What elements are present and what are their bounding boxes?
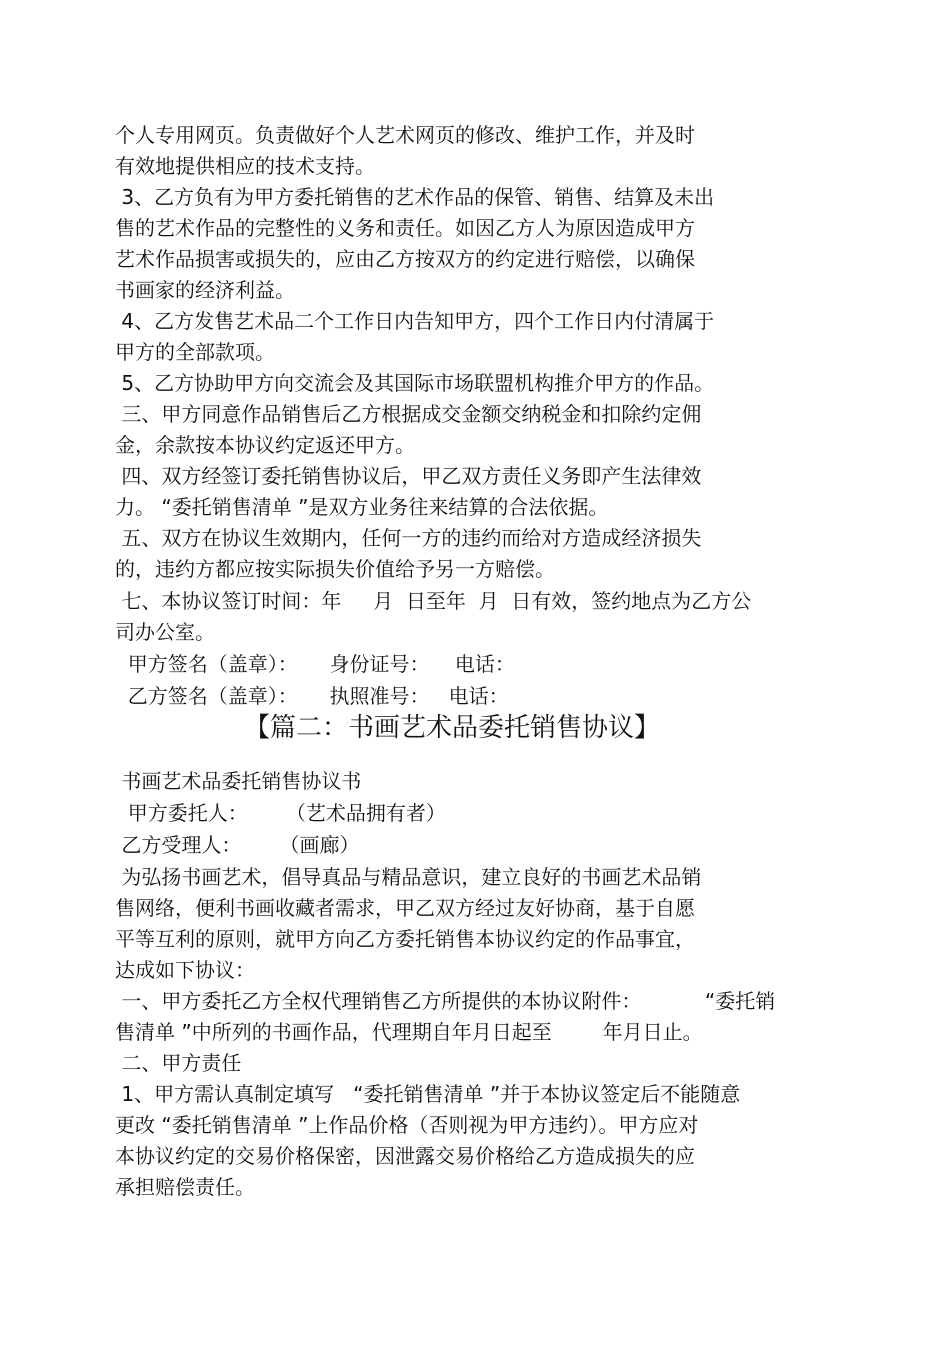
text-line: 的，违约方都应按实际损失价值给予另一方赔偿。: [115, 557, 555, 581]
text-line: 二、甲方责任: [115, 1051, 242, 1075]
signature-line-party-a: 甲方签名（盖章）： 身份证号： 电话：: [115, 652, 515, 676]
text-line: 书画家的经济利益。: [115, 278, 295, 302]
text-line: 更改 “委托销售清单 ”上作品价格（否则视为甲方违约）。甲方应对: [115, 1113, 699, 1137]
text-line: 售清单 ”中所列的书画作品，代理期自年月日起至 年月日止。: [115, 1020, 703, 1044]
text-line: 达成如下协议：: [115, 958, 255, 982]
text-line: 5、乙方协助甲方向交流会及其国际市场联盟机构推介甲方的作品。: [115, 371, 715, 395]
text-line: 为弘扬书画艺术，倡导真品与精品意识，建立良好的书画艺术品销: [115, 865, 702, 889]
text-line: 力。 “委托销售清单 ”是双方业务往来结算的合法依据。: [115, 495, 609, 519]
text-line: 七、本协议签订时间：年 月 日至年 月 日有效，签约地点为乙方公: [115, 589, 752, 613]
text-line: 艺术作品损害或损失的，应由乙方按双方的约定进行赔偿，以确保: [115, 247, 695, 271]
text-line: 售网络，便利书画收藏者需求，甲乙双方经过友好协商，基于自愿: [115, 896, 695, 920]
text-line: 本协议约定的交易价格保密，因泄露交易价格给乙方造成损失的应: [115, 1144, 695, 1168]
section-heading: 【篇二：书画艺术品委托销售协议】: [244, 713, 661, 743]
text-line: 有效地提供相应的技术支持。: [115, 154, 375, 178]
text-line: 售的艺术作品的完整性的义务和责任。如因乙方人为原因造成甲方: [115, 216, 695, 240]
text-line: 司办公室。: [115, 620, 215, 644]
text-line: 四、双方经签订委托销售协议后，甲乙双方责任义务即产生法律效: [115, 464, 702, 488]
text-line: 金，余款按本协议约定返还甲方。: [115, 433, 415, 457]
text-line: 1、甲方需认真制定填写 “委托销售清单 ”并于本协议签定后不能随意: [115, 1082, 741, 1106]
text-line: 甲方委托人： （艺术品拥有者）: [115, 801, 446, 825]
text-line: 3、乙方负有为甲方委托销售的艺术作品的保管、销售、结算及未出: [115, 185, 715, 209]
signature-line-party-b: 乙方签名（盖章）： 执照准号： 电话：: [115, 684, 509, 708]
text-line: 五、双方在协议生效期内，任何一方的违约而给对方造成经济损失: [115, 526, 702, 550]
text-line: 一、甲方委托乙方全权代理销售乙方所提供的本协议附件： “委托销: [115, 989, 776, 1013]
text-line: 甲方的全部款项。: [115, 340, 275, 364]
text-line: 三、甲方同意作品销售后乙方根据成交金额交纳税金和扣除约定佣: [115, 402, 702, 426]
text-line: 乙方受理人： （画廊）: [115, 833, 360, 857]
text-line: 承担赔偿责任。: [115, 1175, 255, 1199]
text-line: 个人专用网页。负责做好个人艺术网页的修改、维护工作，并及时: [115, 123, 695, 147]
text-line: 书画艺术品委托销售协议书: [115, 769, 362, 793]
text-line: 平等互利的原则，就甲方向乙方委托销售本协议约定的作品事宜，: [115, 927, 695, 951]
text-line: 4、乙方发售艺术品二个工作日内告知甲方，四个工作日内付清属于: [115, 309, 715, 333]
